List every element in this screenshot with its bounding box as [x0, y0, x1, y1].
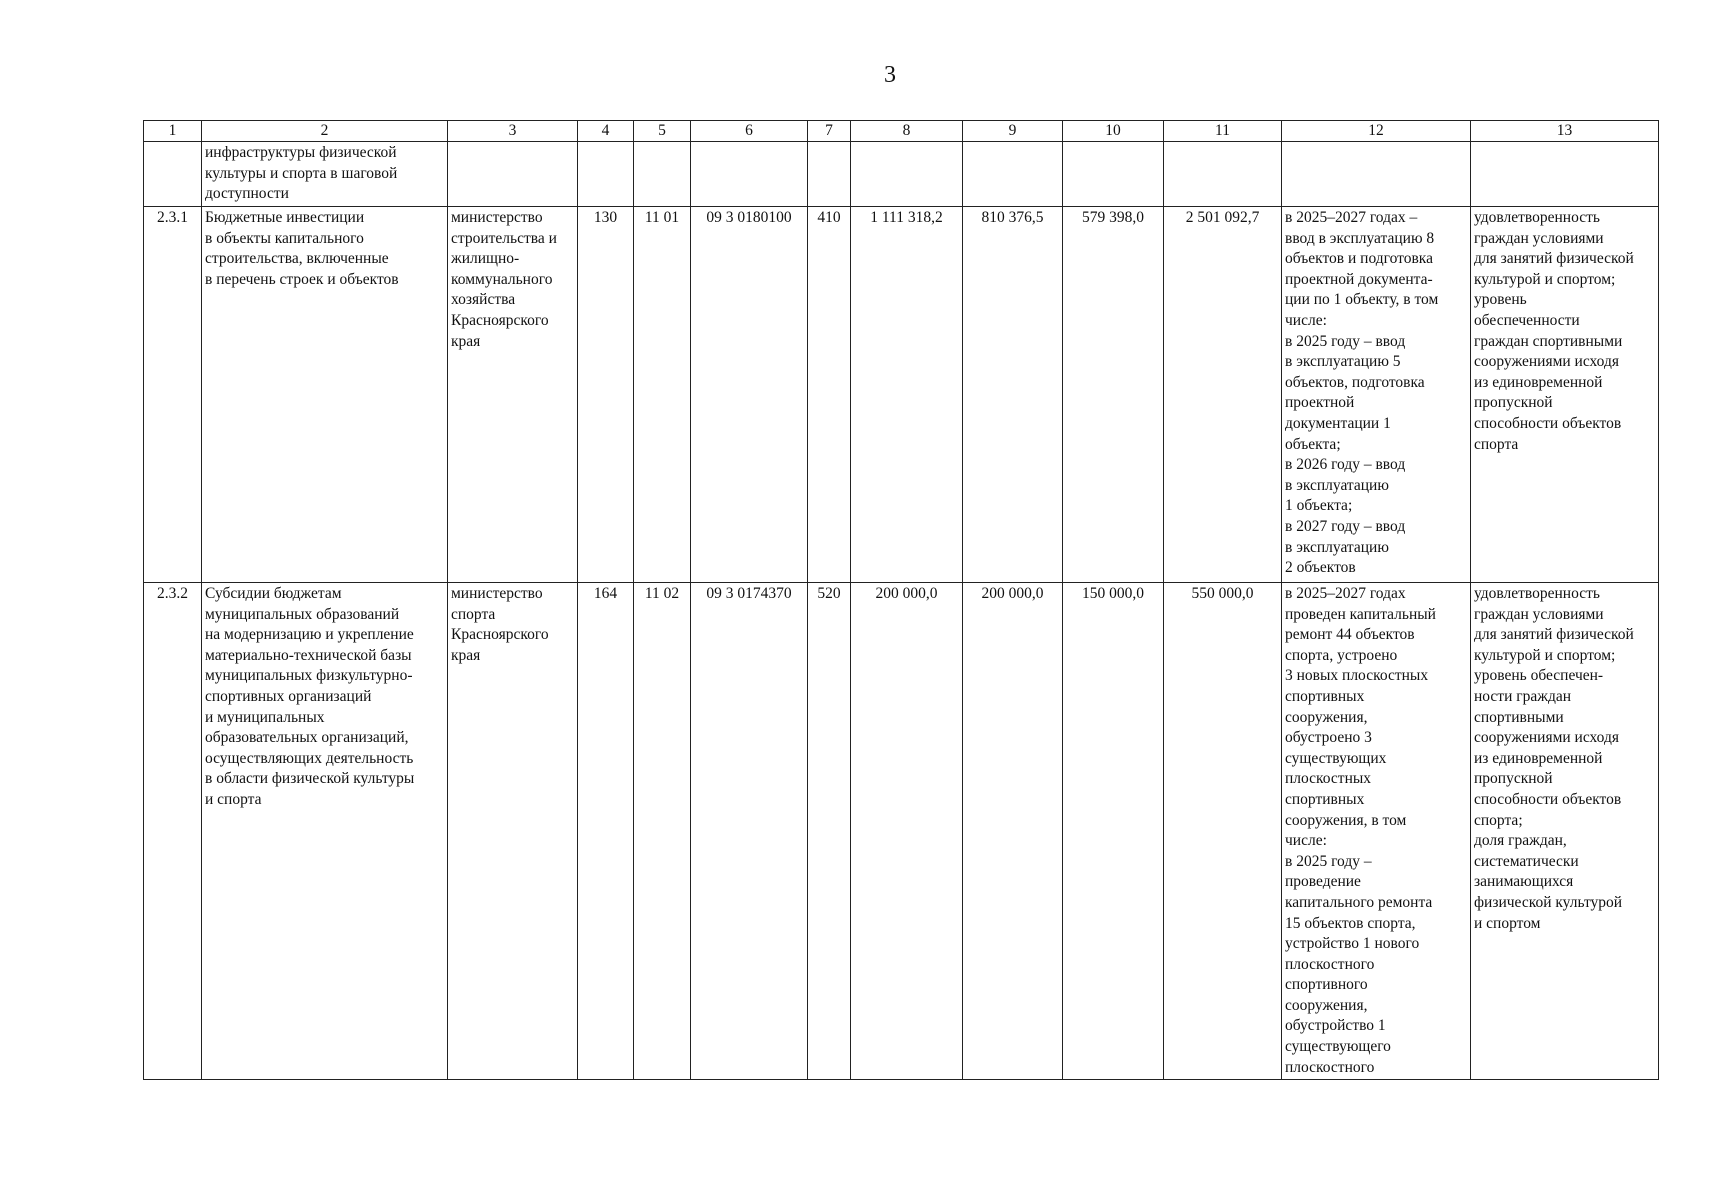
column-header: 5	[634, 121, 691, 142]
column-header: 12	[1282, 121, 1471, 142]
column-header: 7	[808, 121, 851, 142]
cell-section: 11 01	[634, 207, 691, 583]
cell-empty	[691, 142, 808, 207]
cell-expense-type: 520	[808, 583, 851, 1080]
cell-expected-result: в 2025–2027 годах проведен капитальный ремонт 44 объектов спорта, устроено 3 новых плоскостных спортивных сооружения, обустроено 3 существующих плоскостных спортивных сооружения, в том числе: в 2025 году – проведение капитального ремонта 15 объектов спорта, устройство 1 нового плоскостного спортивного сооружения, обустройство 1 существующего плоскостного	[1282, 583, 1471, 1080]
cell-name: Субсидии бюджетам муниципальных образований на модернизацию и укрепление материально-технической базы муниципальных физкультурно- спортивных организаций и муниципальных образовательных организаций, осуществляющих деятельность в области физической культуры и спорта	[202, 583, 448, 1080]
column-number-row	[144, 121, 1659, 142]
cell-indicator: удовлетворенность граждан условиями для занятий физической культурой и спортом; уровень обеспечен- ности граждан спортивными сооружениями исходя из единовременной пропускной способности объектов спорта; доля граждан, систематически занимающихся физической культурой и спортом	[1471, 583, 1659, 1080]
program-table	[143, 120, 1659, 1080]
cell-amount-2027: 150 000,0	[1063, 583, 1164, 1080]
column-header: 3	[448, 121, 578, 142]
cell-target-article: 09 3 0174370	[691, 583, 808, 1080]
page-number: 3	[884, 62, 896, 88]
column-header: 4	[578, 121, 634, 142]
column-header: 9	[963, 121, 1063, 142]
cell-empty	[1063, 142, 1164, 207]
column-header: 10	[1063, 121, 1164, 142]
cell-expense-type: 410	[808, 207, 851, 583]
cell-empty	[808, 142, 851, 207]
cell-amount-total: 2 501 092,7	[1164, 207, 1282, 583]
cell-expected-result: в 2025–2027 годах – ввод в эксплуатацию 8 объектов и подготовка проектной документа- ции по 1 объекту, в том числе: в 2025 году – ввод в эксплуатацию 5 объектов, подготовка проектной документации 1 объекта; в 2026 году – ввод в эксплуатацию 1 объекта; в 2027 году – ввод в эксплуатацию 2 объектов	[1282, 207, 1471, 583]
cell-indicator: удовлетворенность граждан условиями для занятий физической культурой и спортом; уровень обеспеченности граждан спортивными сооружениями исходя из единовременной пропускной способности объектов спорта	[1471, 207, 1659, 583]
table-row	[144, 583, 1659, 1080]
cell-amount-total: 550 000,0	[1164, 583, 1282, 1080]
cell-executor: министерство строительства и жилищно- коммунального хозяйства Красноярского края	[448, 207, 578, 583]
cell-code: 2.3.2	[144, 583, 202, 1080]
table-row	[144, 207, 1659, 583]
cell-empty	[634, 142, 691, 207]
cell-empty	[1471, 142, 1659, 207]
cell-amount-2025: 200 000,0	[851, 583, 963, 1080]
column-header: 11	[1164, 121, 1282, 142]
cell-amount-2026: 810 376,5	[963, 207, 1063, 583]
cell-grbs: 130	[578, 207, 634, 583]
cell-amount-2025: 1 111 318,2	[851, 207, 963, 583]
table-row-continuation	[144, 142, 1659, 207]
cell-empty	[1164, 142, 1282, 207]
cell-code: 2.3.1	[144, 207, 202, 583]
column-header: 13	[1471, 121, 1659, 142]
cell-empty	[578, 142, 634, 207]
cell-name: Бюджетные инвестиции в объекты капитального строительства, включенные в перечень строек и объектов	[202, 207, 448, 583]
cell-name: инфраструктуры физической культуры и спорта в шаговой доступности	[202, 142, 448, 207]
cell-grbs: 164	[578, 583, 634, 1080]
cell-empty	[851, 142, 963, 207]
cell-section: 11 02	[634, 583, 691, 1080]
column-header: 2	[202, 121, 448, 142]
cell-code	[144, 142, 202, 207]
cell-empty	[1282, 142, 1471, 207]
cell-empty	[963, 142, 1063, 207]
column-header: 6	[691, 121, 808, 142]
cell-target-article: 09 3 0180100	[691, 207, 808, 583]
column-header: 1	[144, 121, 202, 142]
cell-executor: министерство спорта Красноярского края	[448, 583, 578, 1080]
column-header: 8	[851, 121, 963, 142]
cell-amount-2026: 200 000,0	[963, 583, 1063, 1080]
cell-empty	[448, 142, 578, 207]
cell-amount-2027: 579 398,0	[1063, 207, 1164, 583]
